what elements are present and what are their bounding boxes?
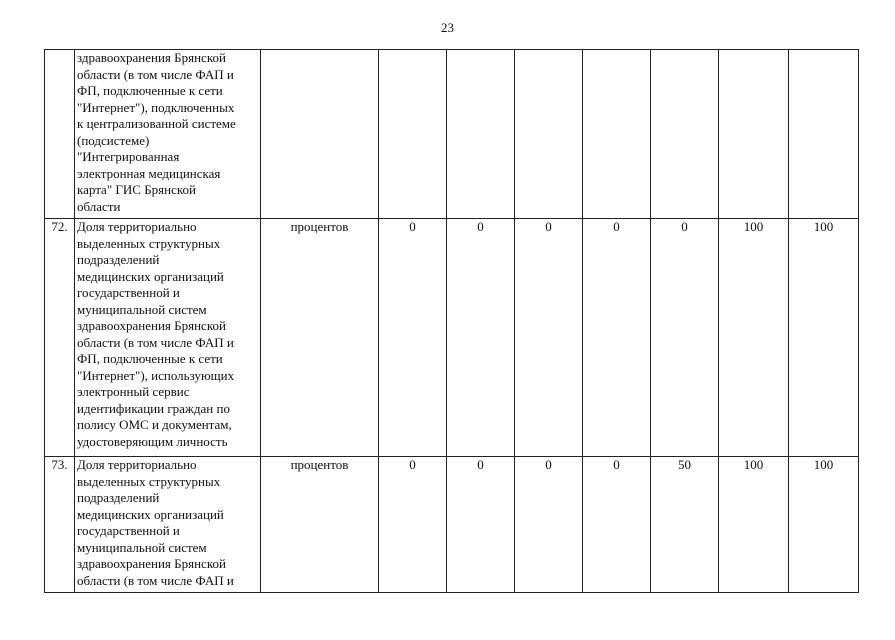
value-cell (719, 50, 789, 219)
value-cell: 100 (719, 457, 789, 593)
table-row (45, 50, 859, 219)
row-number (45, 50, 75, 219)
value-cell (515, 50, 583, 219)
row-number: 73. (45, 457, 75, 593)
value-cell: 0 (515, 457, 583, 593)
indicator-description: Доля территориально выделенных структурных подразделений медицинских организаций государственной и муниципальной систем здравоохранения Брянской области (в том числе ФАП и (75, 457, 261, 593)
value-cell: 50 (651, 457, 719, 593)
value-cell: 0 (447, 219, 515, 457)
value-cell: 100 (789, 219, 859, 457)
value-cell (651, 50, 719, 219)
table-row (45, 219, 859, 457)
value-cell: 0 (515, 219, 583, 457)
row-number: 72. (45, 219, 75, 457)
value-cell (379, 50, 447, 219)
value-cell (789, 50, 859, 219)
value-cell: 0 (447, 457, 515, 593)
value-cell (447, 50, 515, 219)
unit-cell: процентов (261, 219, 379, 457)
indicator-description: Доля территориально выделенных структурных подразделений медицинских организаций государственной и муниципальной систем здравоохранения Брянской области (в том числе ФАП и ФП, подключенные к сети "Интернет"), использующих электронный сервис идентификации граждан по полису ОМС и документам, удостоверяющим личность (75, 219, 261, 457)
unit-cell (261, 50, 379, 219)
value-cell (583, 50, 651, 219)
value-cell: 0 (583, 457, 651, 593)
value-cell: 0 (379, 457, 447, 593)
value-cell: 100 (789, 457, 859, 593)
unit-cell: процентов (261, 457, 379, 593)
page-number: 23 (441, 20, 454, 35)
indicators-table (44, 49, 859, 593)
value-cell: 0 (583, 219, 651, 457)
value-cell: 0 (379, 219, 447, 457)
table-row (45, 457, 859, 593)
value-cell: 100 (719, 219, 789, 457)
indicator-description: здравоохранения Брянской области (в том числе ФАП и ФП, подключенные к сети "Интернет"), подключенных к централизованной системе (подсистеме) "Интегрированная электронная медицинская карта" ГИС Брянской области (75, 50, 261, 219)
value-cell: 0 (651, 219, 719, 457)
